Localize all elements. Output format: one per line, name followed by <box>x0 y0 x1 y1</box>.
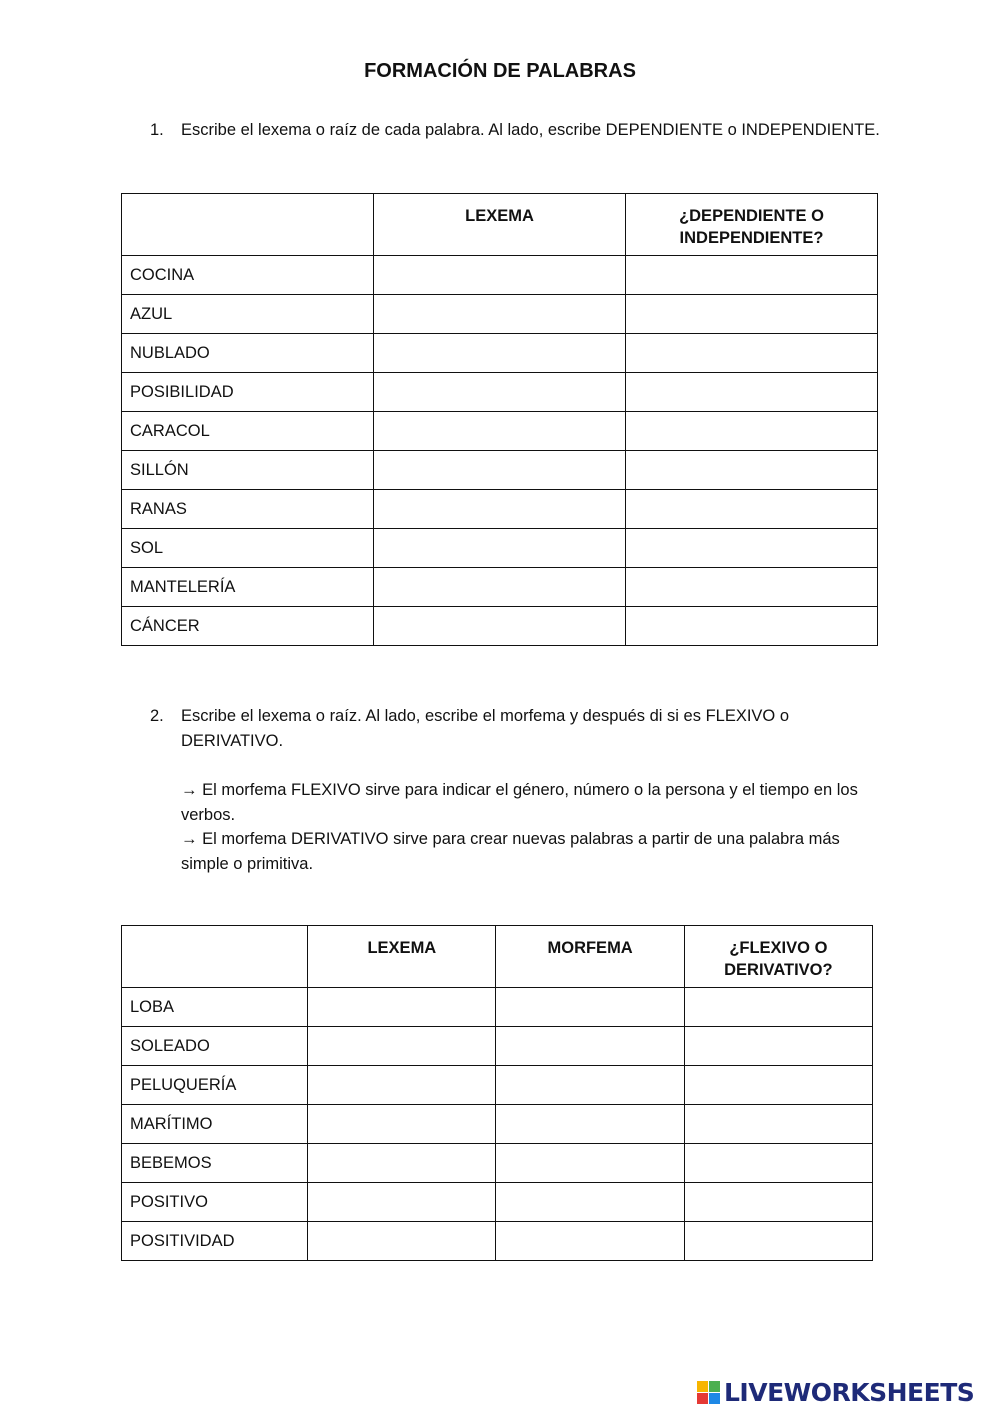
answer-cell[interactable] <box>374 451 626 490</box>
word-cell: SILLÓN <box>122 451 374 490</box>
logo-square-l <box>697 1381 708 1392</box>
table-row <box>122 568 878 607</box>
word-cell: NUBLADO <box>122 334 374 373</box>
word-cell: COCINA <box>122 256 374 295</box>
answer-cell[interactable] <box>374 295 626 334</box>
answer-cell[interactable] <box>626 568 878 607</box>
table-row <box>122 256 878 295</box>
answer-cell[interactable] <box>626 334 878 373</box>
answer-cell[interactable] <box>684 1222 872 1261</box>
answer-cell[interactable] <box>496 1027 684 1066</box>
answer-cell[interactable] <box>626 256 878 295</box>
word-cell: CÁNCER <box>122 607 374 646</box>
header-lexema: LEXEMA <box>374 194 626 256</box>
answer-cell[interactable] <box>684 1066 872 1105</box>
answer-cell[interactable] <box>374 607 626 646</box>
answer-cell[interactable] <box>684 1027 872 1066</box>
header-morfema: MORFEMA <box>496 926 684 988</box>
table-row <box>122 1027 873 1066</box>
answer-cell[interactable] <box>374 373 626 412</box>
logo-square-e <box>709 1393 720 1404</box>
answer-cell[interactable] <box>308 1066 496 1105</box>
answer-cell[interactable] <box>496 1144 684 1183</box>
exercise-1-instruction <box>150 118 880 143</box>
table-row <box>122 988 873 1027</box>
logo-square-i <box>709 1381 720 1392</box>
note-flexivo: → El morfema FLEXIVO sirve para indicar el género, número o la persona y el tiempo en los verbos. <box>181 781 858 824</box>
table-header-row <box>122 194 878 256</box>
note-derivativo: → El morfema DERIVATIVO sirve para crear nuevas palabras a partir de una palabra más simple o primitiva. <box>181 830 840 873</box>
logo-square-v <box>697 1393 708 1404</box>
exercise-2-number: 2. <box>150 707 164 725</box>
answer-cell[interactable] <box>374 334 626 373</box>
answer-cell[interactable] <box>626 490 878 529</box>
answer-cell[interactable] <box>684 1144 872 1183</box>
logo-icon <box>697 1381 720 1404</box>
answer-cell[interactable] <box>308 1105 496 1144</box>
answer-cell[interactable] <box>626 607 878 646</box>
header-dependiente: ¿DEPENDIENTE O INDEPENDIENTE? <box>626 194 878 256</box>
answer-cell[interactable] <box>496 1066 684 1105</box>
word-cell: SOLEADO <box>122 1027 308 1066</box>
answer-cell[interactable] <box>684 1105 872 1144</box>
answer-cell[interactable] <box>374 412 626 451</box>
word-cell: SOL <box>122 529 374 568</box>
word-cell: BEBEMOS <box>122 1144 308 1183</box>
answer-cell[interactable] <box>374 256 626 295</box>
answer-cell[interactable] <box>308 1144 496 1183</box>
table-row <box>122 490 878 529</box>
table-row <box>122 1183 873 1222</box>
table-row <box>122 334 878 373</box>
header-lexema: LEXEMA <box>308 926 496 988</box>
answer-cell[interactable] <box>626 295 878 334</box>
header-flexivo: ¿FLEXIVO O DERIVATIVO? <box>684 926 872 988</box>
answer-cell[interactable] <box>684 988 872 1027</box>
exercise-2-text: Escribe el lexema o raíz. Al lado, escribe el morfema y después di si es FLEXIVO o DERIVATIVO. <box>181 707 790 750</box>
word-cell: CARACOL <box>122 412 374 451</box>
page-title: FORMACIÓN DE PALABRAS <box>364 60 636 82</box>
word-cell: PELUQUERÍA <box>122 1066 308 1105</box>
answer-cell[interactable] <box>496 1105 684 1144</box>
answer-cell[interactable] <box>496 1222 684 1261</box>
table-row <box>122 451 878 490</box>
answer-cell[interactable] <box>308 1222 496 1261</box>
answer-cell[interactable] <box>374 529 626 568</box>
table-row <box>122 373 878 412</box>
exercise-2-table <box>121 925 873 1261</box>
word-cell: AZUL <box>122 295 374 334</box>
table-row <box>122 412 878 451</box>
answer-cell[interactable] <box>496 1183 684 1222</box>
answer-cell[interactable] <box>626 529 878 568</box>
answer-cell[interactable] <box>308 1027 496 1066</box>
word-cell: MARÍTIMO <box>122 1105 308 1144</box>
table-row <box>122 1105 873 1144</box>
answer-cell[interactable] <box>626 412 878 451</box>
word-cell: POSITIVO <box>122 1183 308 1222</box>
word-cell: RANAS <box>122 490 374 529</box>
answer-cell[interactable] <box>308 988 496 1027</box>
header-word <box>122 926 308 988</box>
exercise-2-body <box>122 988 873 1261</box>
answer-cell[interactable] <box>626 451 878 490</box>
answer-cell[interactable] <box>374 568 626 607</box>
logo-text: LIVEWORKSHEETS <box>724 1378 975 1407</box>
answer-cell[interactable] <box>374 490 626 529</box>
answer-cell[interactable] <box>308 1183 496 1222</box>
answer-cell[interactable] <box>496 988 684 1027</box>
word-cell: MANTELERÍA <box>122 568 374 607</box>
word-cell: POSITIVIDAD <box>122 1222 308 1261</box>
exercise-1-number: 1. <box>150 121 164 139</box>
table-row <box>122 1066 873 1105</box>
table-row <box>122 1144 873 1183</box>
word-cell: POSIBILIDAD <box>122 373 374 412</box>
answer-cell[interactable] <box>684 1183 872 1222</box>
table-row <box>122 529 878 568</box>
exercise-1-text: Escribe el lexema o raíz de cada palabra. Al lado, escribe DEPENDIENTE o INDEPENDIENTE. <box>181 121 880 139</box>
exercise-1-body <box>122 256 878 646</box>
answer-cell[interactable] <box>626 373 878 412</box>
table-header-row <box>122 926 873 988</box>
table-row <box>122 295 878 334</box>
word-cell: LOBA <box>122 988 308 1027</box>
exercise-2-instruction <box>150 704 880 754</box>
header-word <box>122 194 374 256</box>
table-row <box>122 607 878 646</box>
exercise-1-table <box>121 193 878 646</box>
liveworksheets-logo <box>697 1378 974 1407</box>
table-row <box>122 1222 873 1261</box>
